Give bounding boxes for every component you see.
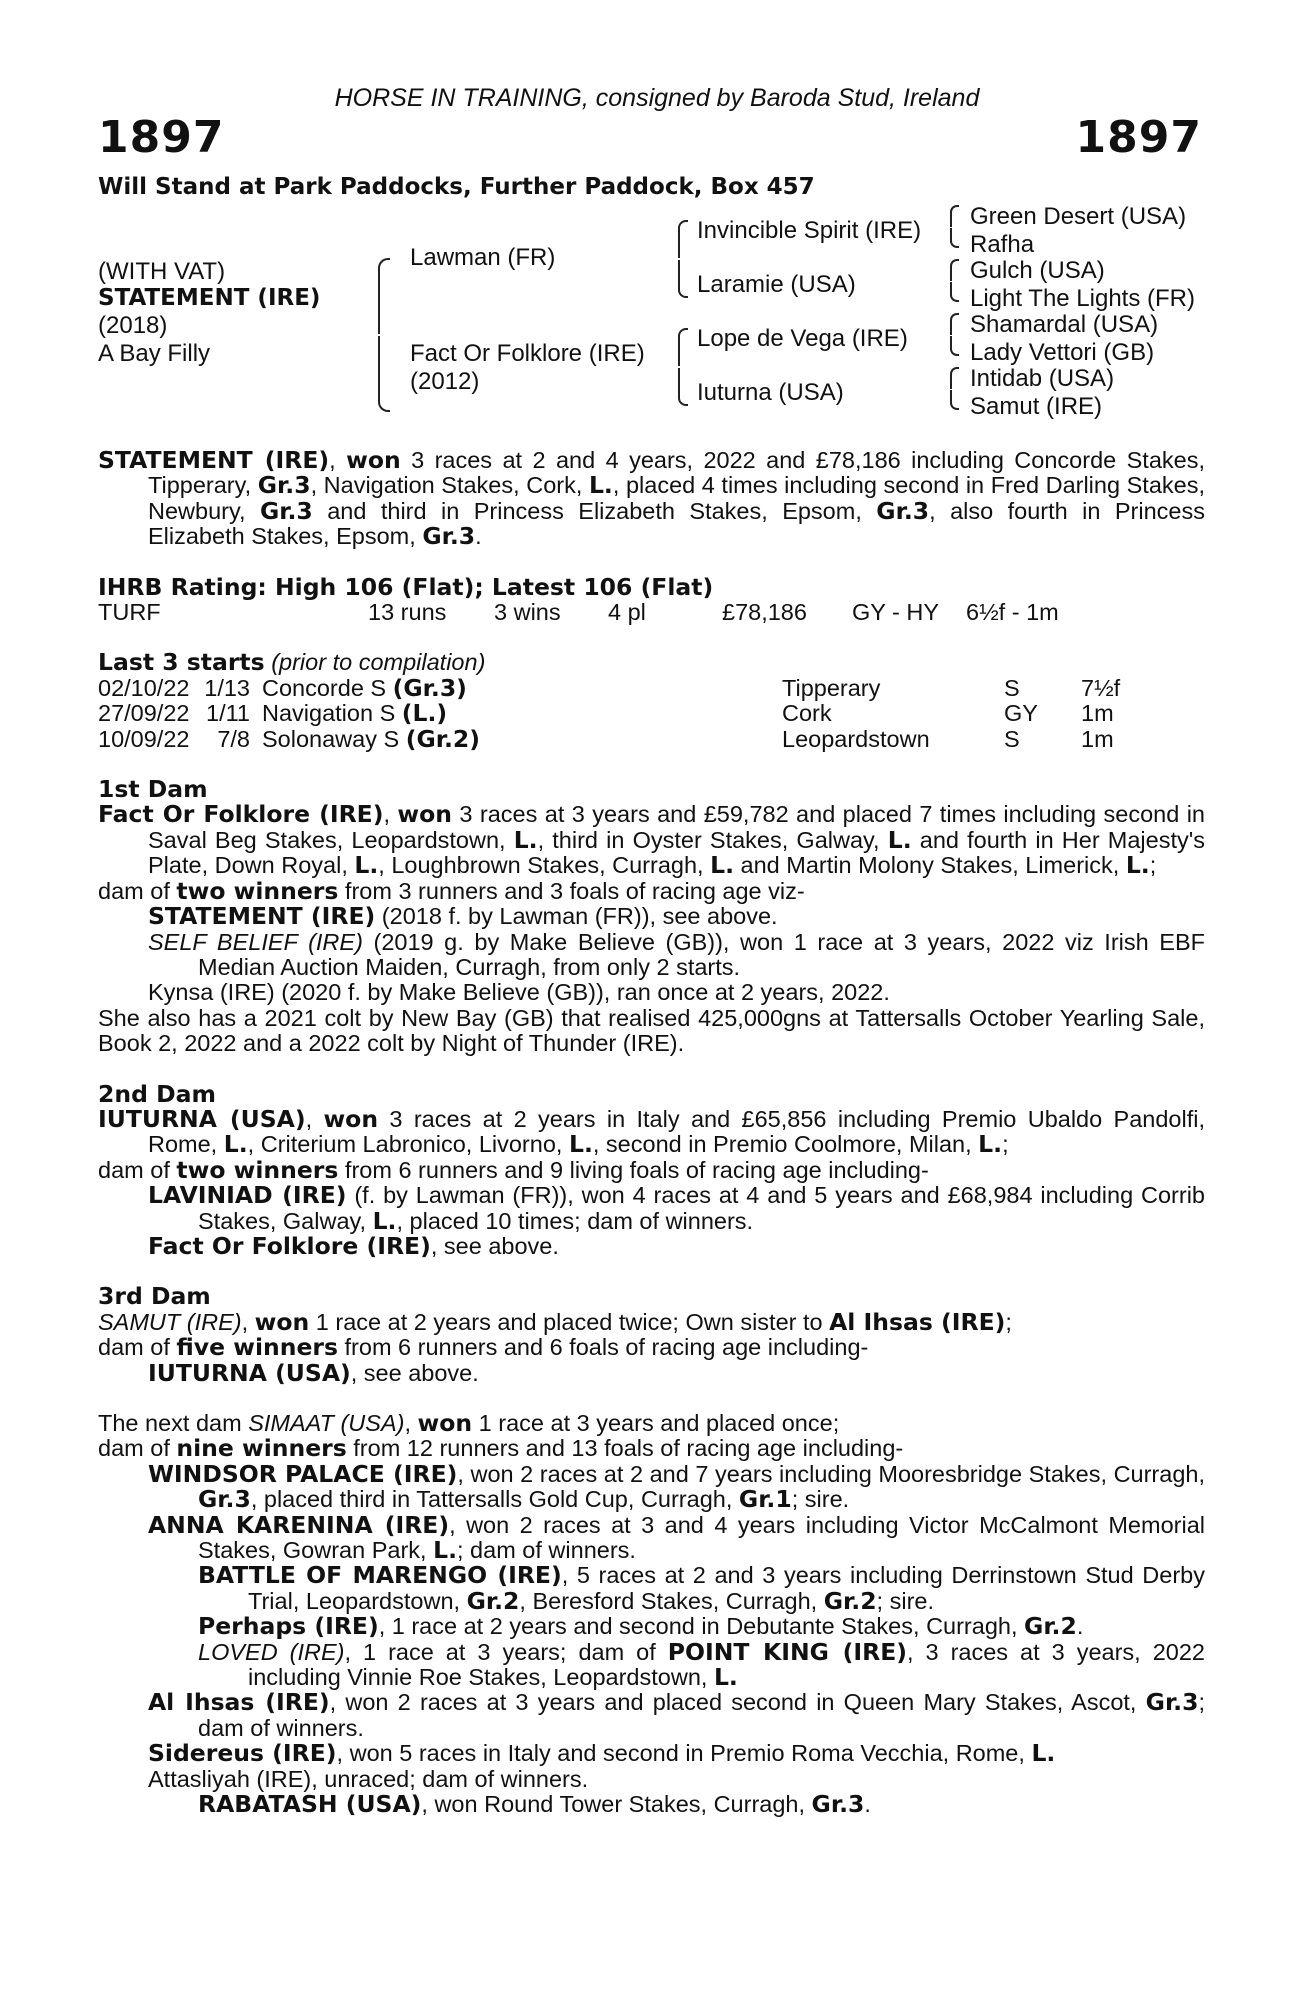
next-dam-grand-offspring: Perhaps (IRE), 1 race at 2 years and second in Debutante Stakes, Curragh, Gr.2. bbox=[198, 1612, 1084, 1641]
rating-runs: 13 runs bbox=[368, 599, 447, 626]
third-dam-heading: 3rd Dam bbox=[98, 1282, 211, 1311]
last-starts-table bbox=[98, 673, 1205, 753]
next-dam-produce-summary: dam of nine winners from 12 runners and 13 foals of racing age including- bbox=[98, 1434, 904, 1463]
gg-2: Rafha bbox=[970, 231, 1035, 258]
rating-going: GY - HY bbox=[852, 599, 940, 626]
last-start-row: 27/09/22 1/11 Navigation S (L.) Cork GY 1m bbox=[98, 699, 1114, 728]
gg-4: Light The Lights (FR) bbox=[970, 285, 1195, 312]
horse-description: A Bay Filly bbox=[98, 340, 211, 367]
second-dam-record: IUTURNA (USA), won 3 races at 2 years in Italy and £65,856 including Premio Ubaldo Pandolfi, Rome, L., Criterium Labronico, Livorno, L., second in Premio Coolmore, Milan, L.; bbox=[98, 1104, 1205, 1159]
sire-sire: Invincible Spirit (IRE) bbox=[697, 217, 922, 244]
gg-3: Gulch (USA) bbox=[970, 257, 1105, 284]
last-starts-heading: Last 3 starts (prior to compilation) bbox=[98, 648, 486, 677]
first-dam-heading: 1st Dam bbox=[98, 775, 208, 804]
next-dam-offspring: Sidereus (IRE), won 5 races in Italy and second in Premio Roma Vecchia, Rome, L. bbox=[148, 1739, 1056, 1768]
next-dam-record: The next dam SIMAAT (USA), won 1 race at 3 years and placed once; bbox=[98, 1409, 840, 1437]
next-dam-offspring: ANNA KARENINA (IRE), won 2 races at 3 and 4 years including Victor McCalmont Memorial Stakes, Gowran Park, L.; dam of winners. bbox=[148, 1510, 1205, 1565]
brace-g4-bottom bbox=[950, 390, 959, 410]
brace-sire-top bbox=[678, 220, 688, 258]
last-start-row: 10/09/22 7/8 Solonaway S (Gr.2) Leopardstown S 1m bbox=[98, 724, 1114, 753]
brace-g3-bottom bbox=[950, 336, 959, 356]
rating-title: IHRB Rating: High 106 (Flat); Latest 106 (Flat) bbox=[98, 572, 714, 601]
dam-sire: Lope de Vega (IRE) bbox=[697, 325, 908, 352]
third-dam-offspring: IUTURNA (USA), see above. bbox=[148, 1358, 479, 1387]
dam-year: (2012) bbox=[410, 368, 480, 395]
second-dam-offspring: LAVINIAD (IRE) (f. by Lawman (FR)), won 4 races at 4 and 5 years and £68,984 including Corrib Stakes, Galway, L., placed 10 times; dam of winners. bbox=[148, 1181, 1205, 1235]
brace-sire-bottom bbox=[678, 260, 688, 298]
horse-year: (2018) bbox=[98, 312, 168, 339]
first-dam-offspring: STATEMENT (IRE) (2018 f. by Lawman (FR)), see above. bbox=[148, 902, 778, 931]
first-dam-offspring: Kynsa (IRE) (2020 f. by Make Believe (GB)), ran once at 2 years, 2022. bbox=[148, 979, 890, 1006]
horse-name: STATEMENT (IRE) bbox=[98, 285, 321, 311]
brace-g1-bottom bbox=[950, 228, 959, 248]
gg-8: Samut (IRE) bbox=[970, 393, 1103, 420]
first-dam-also: She also has a 2021 colt by New Bay (GB) that realised 425,000gns at Tattersalls October Yearling Sale, Book 2, 2022 and a 2022 colt by Night of Thunder (IRE). bbox=[98, 1004, 1205, 1057]
first-dam-produce-summary: dam of two winners from 3 runners and 3 foals of racing age viz- bbox=[98, 876, 805, 905]
performance-summary: STATEMENT (IRE), won 3 races at 2 and 4 years, 2022 and £78,186 including Concorde Stakes, Tipperary, Gr.3, Navigation Stakes, Cork, L., placed 4 times including second in Fred Darling Stakes, Newbury, Gr.3 and third in Princess Elizabeth Stakes, Epsom, Gr.3, also fourth in Princess Elizabeth Stakes, Epsom, Gr.3. bbox=[98, 446, 1205, 551]
rating-row bbox=[98, 600, 1205, 625]
rating-wins: 3 wins bbox=[494, 599, 561, 626]
stabling-location: Will Stand at Park Paddocks, Further Paddock, Box 457 bbox=[98, 174, 815, 200]
brace-dam-bottom bbox=[678, 368, 688, 406]
next-dam-grand-offspring: RABATASH (USA), won Round Tower Stakes, Curragh, Gr.3. bbox=[198, 1790, 871, 1819]
next-dam-offspring: WINDSOR PALACE (IRE), won 2 races at 2 and 7 years including Mooresbridge Stakes, Curragh, Gr.3, placed third in Tattersalls Gold Cup, Curragh, Gr.1; sire. bbox=[148, 1459, 1205, 1514]
rating-placed: 4 pl bbox=[608, 599, 646, 626]
brace-main-top bbox=[378, 258, 390, 334]
next-dam-offspring: Attasliyah (IRE), unraced; dam of winners. bbox=[148, 1765, 589, 1792]
first-dam-record: Fact Or Folklore (IRE), won 3 races at 3 years and £59,782 and placed 7 times including second in Saval Beg Stakes, Leopardstown, L., third in Oyster Stakes, Galway, L. and fourth in Her Majesty's Plate, Down Royal, L., Loughbrown Stakes, Curragh, L. and Martin Molony Stakes, Limerick, L.; bbox=[98, 800, 1205, 880]
next-dam-offspring: Al Ihsas (IRE), won 2 races at 3 years and placed second in Queen Mary Stakes, Ascot, Gr.3; dam of winners. bbox=[148, 1688, 1205, 1741]
rating-distance: 6½f - 1m bbox=[966, 599, 1059, 626]
catalogue-body bbox=[98, 448, 1205, 1818]
gg-7: Intidab (USA) bbox=[970, 365, 1115, 392]
second-dam-heading: 2nd Dam bbox=[98, 1079, 216, 1108]
second-dam-offspring: Fact Or Folklore (IRE), see above. bbox=[148, 1231, 559, 1260]
dam-dam: Iuturna (USA) bbox=[697, 379, 844, 406]
sire: Lawman (FR) bbox=[410, 244, 556, 271]
next-dam-grand-offspring: BATTLE OF MARENGO (IRE), 5 races at 2 and 3 years including Derrinstown Stud Derby Trial, Leopardstown, Gr.2, Beresford Stakes, Curragh, Gr.2; sire. bbox=[198, 1561, 1205, 1615]
last-start-row: 02/10/22 1/13 Concorde S (Gr.3) Tipperary S 7½f bbox=[98, 673, 1121, 702]
next-dam-grand-offspring: LOVED (IRE), 1 race at 3 years; dam of POINT KING (IRE), 3 races at 3 years, 2022 including Vinnie Roe Stakes, Leopardstown, L. bbox=[198, 1637, 1205, 1692]
gg-5: Shamardal (USA) bbox=[970, 311, 1159, 338]
sire-dam: Laramie (USA) bbox=[697, 271, 856, 298]
rating-earnings: £78,186 bbox=[722, 599, 807, 626]
brace-g2-top bbox=[950, 259, 959, 281]
dam: Fact Or Folklore (IRE) bbox=[410, 340, 645, 367]
third-dam-produce-summary: dam of five winners from 6 runners and 6 foals of racing age including- bbox=[98, 1333, 869, 1362]
brace-g2-bottom bbox=[950, 282, 959, 302]
brace-g1-top bbox=[950, 205, 959, 227]
vat-note: (WITH VAT) bbox=[98, 258, 226, 285]
lot-number-right: 1897 bbox=[1075, 112, 1202, 163]
gg-1: Green Desert (USA) bbox=[970, 203, 1187, 230]
first-dam-offspring: SELF BELIEF (IRE) (2019 g. by Make Believe (GB)), won 1 race at 3 years, 2022 viz Irish EBF Median Auction Maiden, Curragh, from only 2 starts. bbox=[148, 928, 1205, 980]
brace-main-bottom bbox=[378, 336, 390, 412]
brace-g4-top bbox=[950, 367, 959, 389]
rating-surface: TURF bbox=[98, 599, 161, 626]
brace-dam-top bbox=[678, 328, 688, 366]
second-dam-produce-summary: dam of two winners from 6 runners and 9 living foals of racing age including- bbox=[98, 1155, 929, 1184]
brace-g3-top bbox=[950, 313, 959, 335]
gg-6: Lady Vettori (GB) bbox=[970, 339, 1155, 366]
consignment-line: HORSE IN TRAINING, consigned by Baroda Stud, Ireland bbox=[334, 84, 980, 112]
third-dam-record: SAMUT (IRE), won 1 race at 2 years and placed twice; Own sister to Al Ihsas (IRE); bbox=[98, 1307, 1012, 1336]
lot-number-left: 1897 bbox=[98, 112, 225, 163]
